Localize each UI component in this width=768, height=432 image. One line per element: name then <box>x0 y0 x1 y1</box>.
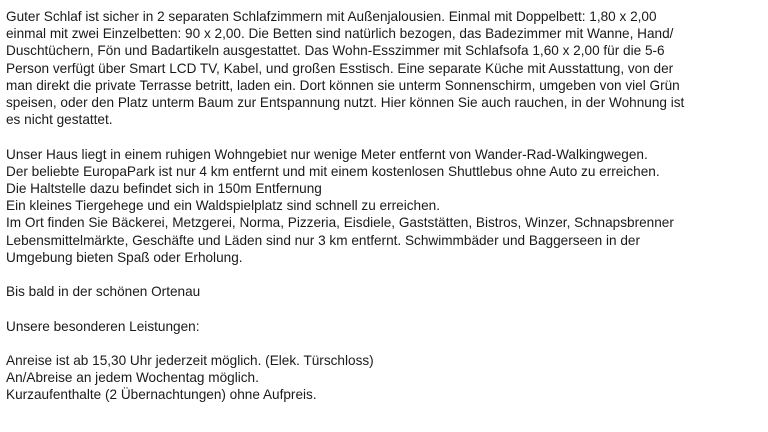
paragraph-bedrooms <box>6 8 764 128</box>
text-line: Anreise ist ab 15,30 Uhr jederzeit möglich. (Elek. Türschloss) <box>6 353 374 368</box>
text-line: einmal mit zwei Einzelbetten: 90 x 2,00. Die Betten sind natürlich bezogen, das Badezimmer mit Wanne, Hand/ <box>6 26 674 42</box>
document-body <box>6 8 764 404</box>
text-line: man direkt die private Terrasse betritt, laden ein. Dort können sie unterm Sonnenschirm, umgeben von viel Grün <box>6 77 680 93</box>
text-line: Der beliebte EuropaPark ist nur 4 km entfernt und mit einem kostenlosen Shuttlebus ohne Auto zu erreichen. <box>6 163 660 179</box>
paragraph-location <box>6 146 764 266</box>
paragraph-services-list <box>6 352 764 404</box>
text-line: Die Haltstelle dazu befindet sich in 150m Entfernung <box>6 181 322 197</box>
paragraph-greeting <box>6 283 764 300</box>
text-line: Umgebung bieten Spaß oder Erholung. <box>6 249 243 265</box>
text-line: Guter Schlaf ist sicher in 2 separaten Schlafzimmern mit Außenjalousien. Einmal mit Doppelbett: 1,80 x 2,00 <box>6 9 657 24</box>
text-line: Im Ort finden Sie Bäckerei, Metzgerei, Norma, Pizzeria, Eisdiele, Gaststätten, Bistros, Winzer, Schnapsbrenner <box>6 215 674 231</box>
text-line: speisen, oder den Platz unterm Baum zur Entspannung nutzt. Hier können Sie auch rauchen, in der Wohnung ist <box>6 95 685 111</box>
text-line: Ein kleines Tiergehege und ein Waldspielplatz sind schnell zu erreichen. <box>6 198 440 214</box>
text-line: Lebensmittelmärkte, Geschäfte und Läden sind nur 3 km entfernt. Schwimmbäder und Baggerseen in der <box>6 232 640 248</box>
paragraph-services-heading <box>6 318 764 335</box>
text-line: es nicht gestattet. <box>6 112 113 128</box>
text-line: Kurzaufenthalte (2 Übernachtungen) ohne Aufpreis. <box>6 387 317 403</box>
text-line: An/Abreise an jedem Wochentag möglich. <box>6 370 259 386</box>
text-line: Unsere besonderen Leistungen: <box>6 318 200 334</box>
text-line: Unser Haus liegt in einem ruhigen Wohngebiet nur wenige Meter entfernt von Wander-Rad-Walkingwegen. <box>6 146 648 162</box>
text-line: Duschtüchern, Fön und Badartikeln ausgestattet. Das Wohn-Esszimmer mit Schlafsofa 1,60 x 2,00 für die 5-6 <box>6 43 665 59</box>
text-line: Person verfügt über Smart LCD TV, Kabel, und großen Esstisch. Eine separate Küche mit Ausstattung, von der <box>6 60 674 76</box>
text-line: Bis bald in der schönen Ortenau <box>6 284 201 300</box>
